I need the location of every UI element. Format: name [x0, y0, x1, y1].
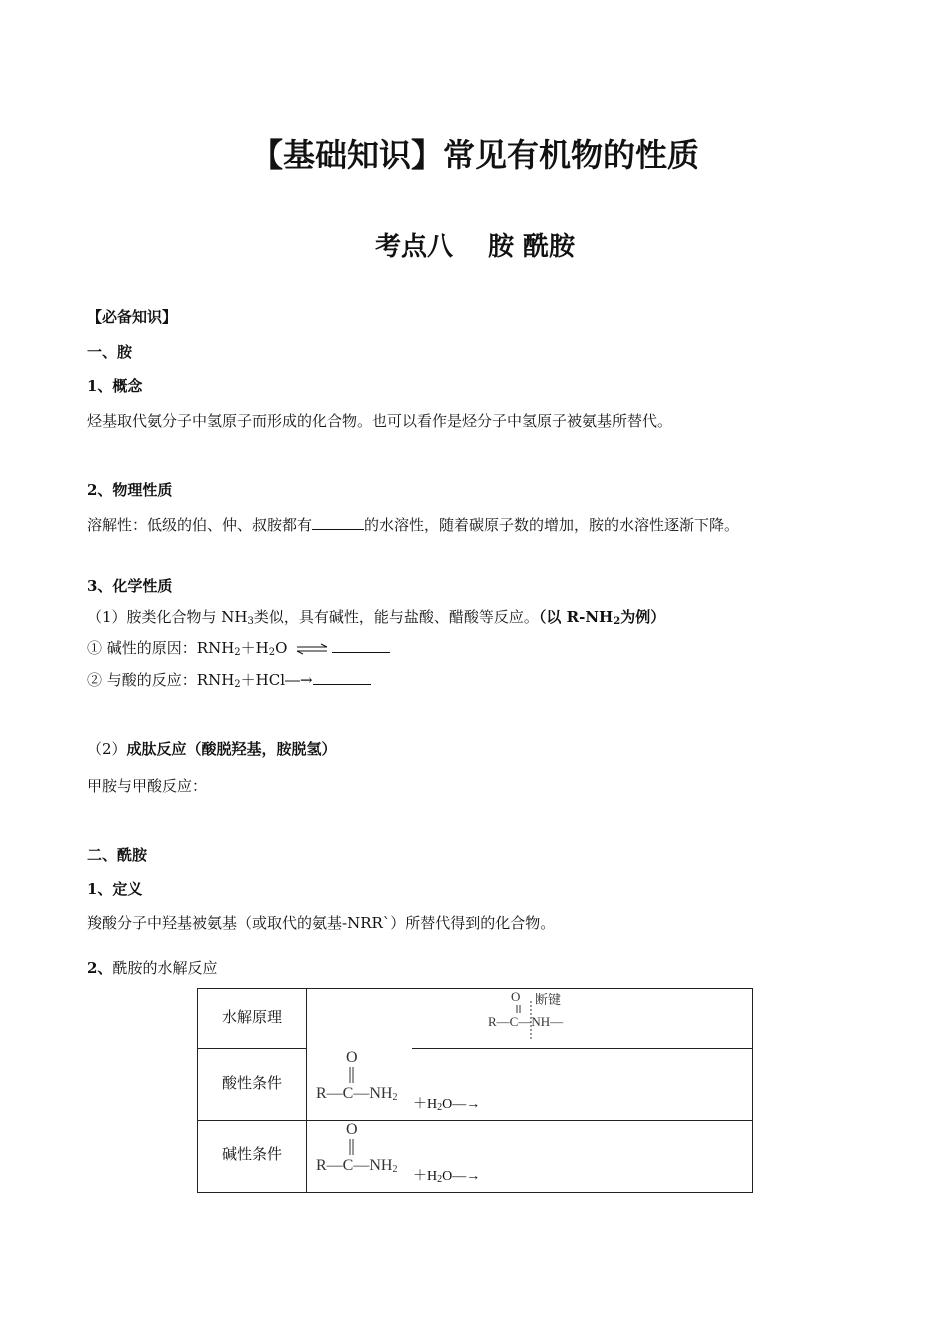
- acid-water: $+H_2O―\to$: [413, 1097, 481, 1113]
- hydrolysis-table: [197, 988, 753, 1193]
- physical-heading: 2、物理性质: [87, 481, 173, 499]
- fill-blank: [332, 638, 390, 653]
- principle-formula: R—C—NH—: [488, 1014, 564, 1029]
- physical-text: [87, 514, 739, 535]
- acid-line: ② 与酸的反应：$RNH_2+HCl―\to$: [87, 669, 371, 690]
- bond-break-label: 断键: [535, 992, 562, 1007]
- fill-blank: [312, 515, 364, 530]
- peptide-line: （2）成肽反应（酸脱羟基，胺脱氢）: [87, 740, 337, 758]
- row-label-acid: 酸性条件: [221, 1074, 282, 1092]
- chem1-text: [87, 606, 665, 627]
- page-subtitle: 考点八 胺 酰胺: [374, 232, 576, 262]
- double-bond-icon: [346, 1067, 358, 1083]
- chem1-sub: 3: [247, 616, 254, 627]
- amide-heading: 二、酰胺: [87, 846, 148, 864]
- concept-text: 烃基取代氨分子中氢原子而形成的化合物。也可以看作是烃分子中氢原子被氨基所替代。: [87, 412, 673, 430]
- section-label: 【必备知识】: [87, 308, 178, 326]
- def-text: 羧酸分子中羟基被氨基（或取代的氨基-NRR`）所替代得到的化合物。: [87, 914, 556, 932]
- acid-formula: $R—C—NH_2$: [316, 1085, 398, 1103]
- base-O: O: [346, 1121, 358, 1138]
- base-water: $+H_2O―\to$: [413, 1169, 481, 1185]
- concept-heading: 1、概念: [87, 377, 143, 395]
- base-formula: $R—C—NH_2$: [316, 1157, 398, 1175]
- row-label-base: 碱性条件: [221, 1145, 282, 1163]
- double-bond-icon: [346, 1139, 358, 1155]
- page-title: 【基础知识】常见有机物的性质: [250, 136, 699, 174]
- bond-break-dash-icon: [508, 1001, 538, 1041]
- principle-O: O: [511, 989, 521, 1004]
- acid-O: O: [346, 1049, 358, 1066]
- hydrolysis-heading: 2、酰胺的水解反应: [87, 959, 218, 977]
- column-divider: [306, 989, 307, 1192]
- physical-before: 溶解性：低级的伯、仲、叔胺都有: [87, 516, 313, 534]
- physical-after: 的水溶性，随着碳原子数的增加，胺的水溶性逐渐下降。: [364, 516, 740, 534]
- basicity-line: ① 碱性的原因：$RNH_2+H_2O$: [87, 637, 390, 658]
- row-divider: [198, 1048, 306, 1049]
- chem1-bold: （以 $R-NH_2$为例）: [538, 608, 666, 627]
- row-divider: [412, 1048, 752, 1049]
- def-heading: 1、定义: [87, 880, 143, 898]
- row-label-principle: 水解原理: [221, 1008, 282, 1026]
- row-divider: [198, 1120, 752, 1121]
- chem1-a: （1）胺类化合物与 NH: [87, 608, 248, 626]
- equilibrium-arrow-icon: [295, 643, 329, 655]
- chemical-heading: 3、化学性质: [87, 577, 173, 595]
- fill-blank: [313, 670, 371, 685]
- peptide-example: 甲胺与甲酸反应：: [87, 777, 208, 795]
- amine-heading: 一、胺: [87, 343, 133, 361]
- chem1-b: 类似，具有碱性，能与盐酸、醋酸等反应。: [253, 608, 539, 626]
